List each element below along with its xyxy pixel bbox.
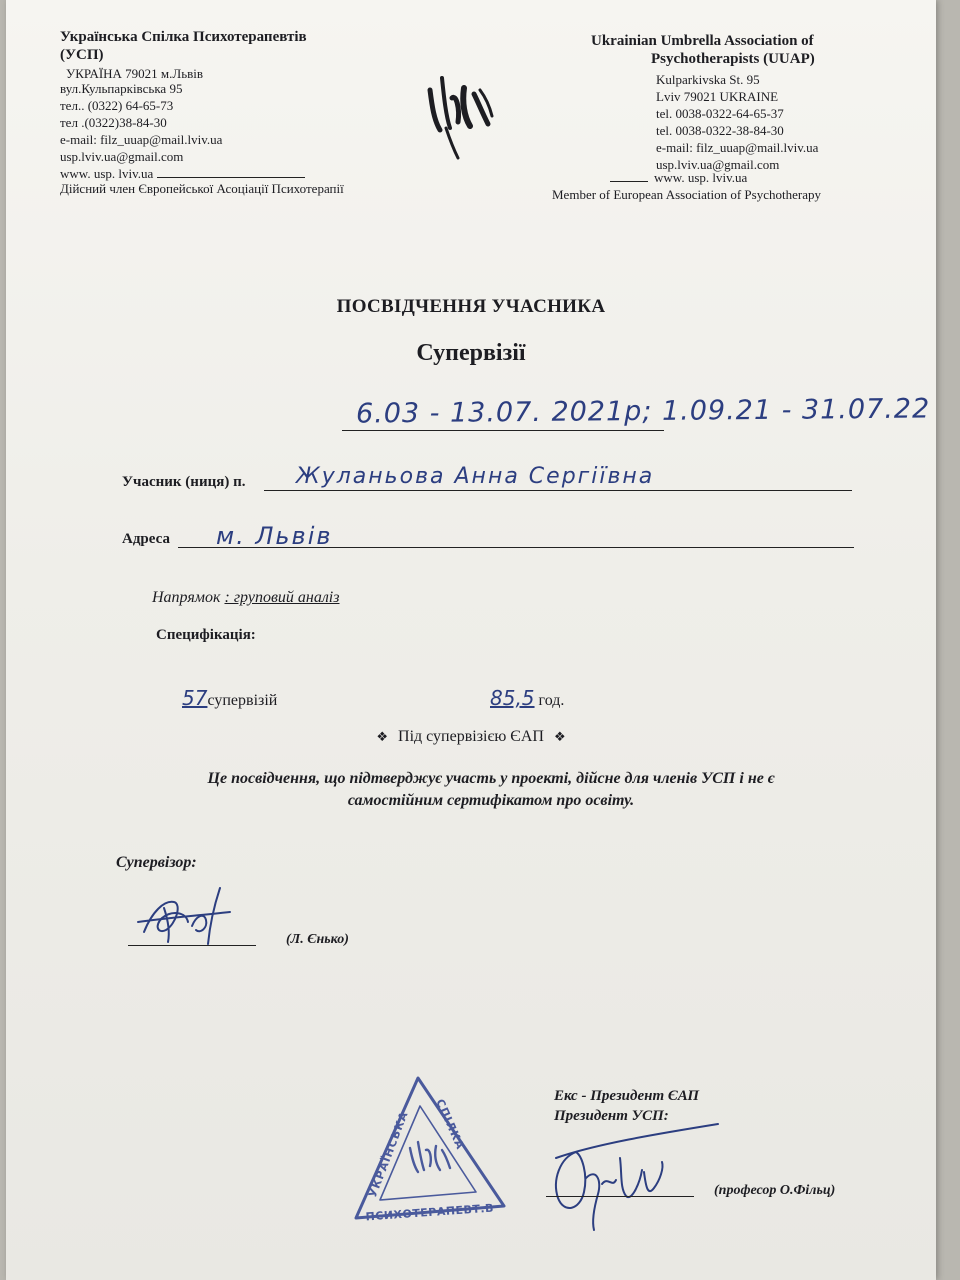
svg-text:УКРАЇНСЬКА — [366, 1109, 411, 1199]
usp-logo-icon — [416, 68, 506, 163]
disclaimer-line2: самостійним сертифікатом про освіту. — [347, 792, 635, 809]
stamp-logo-icon — [410, 1142, 450, 1172]
president-title2: Президент УСП: — [554, 1108, 669, 1124]
certificate-subtitle: Супервізії — [416, 340, 526, 366]
supervision-count-handwritten: 57 — [182, 686, 208, 710]
phone2-ua: тел .(0322)38-84-30 — [60, 115, 167, 130]
supervision-count-row — [182, 686, 277, 710]
direction-label: Напрямок — [152, 589, 221, 606]
certificate-title: ПОСВІДЧЕННЯ УЧАСНИКА — [336, 296, 606, 317]
email1-en: e-mail: filz_uuap@mail.lviv.ua — [656, 140, 819, 155]
header-right — [591, 32, 815, 68]
hours-unit: год. — [538, 692, 565, 709]
period-handwritten: 6.03 - 13.07. 2021р; 1.09.21 - 31.07.22 — [355, 393, 931, 430]
supervisor-name: (Л. Єнько) — [286, 932, 349, 947]
participant-label: Учасник (ниця) п. — [122, 474, 246, 490]
header-left — [60, 28, 344, 196]
specification-label: Специфікація: — [156, 627, 256, 643]
membership-en: Member of European Association of Psychotherapy — [552, 187, 821, 202]
org-name-ua-line1: Українська Спілка Психотерапевтів — [60, 29, 307, 45]
disclaimer — [6, 768, 960, 812]
hours-row — [490, 686, 564, 710]
supervision-count-unit: супервізій — [207, 692, 278, 709]
tel1-en: tel. 0038-0322-64-65-37 — [656, 106, 784, 121]
stamp-left-text: УКРАЇНСЬКА — [366, 1109, 411, 1200]
website-ua: www. usp. lviv.ua — [60, 166, 154, 181]
diamond-bullet-icon: ❖ — [553, 730, 566, 745]
website-en: www. usp. lviv.ua — [654, 170, 748, 185]
email1-ua: e-mail: filz_uuap@mail.lviv.ua — [60, 132, 223, 147]
president-signature-icon — [536, 1118, 726, 1233]
participant-underline — [264, 490, 852, 491]
svg-text:СПІЛКА — [433, 1097, 467, 1152]
street-en: Kulparkivska St. 95 — [656, 72, 760, 87]
hours-handwritten: 85,5 — [490, 686, 535, 710]
header-right-details — [656, 72, 818, 172]
eap-text: Під супервізією ЄАП — [398, 728, 544, 745]
address-handwritten: м. Львів — [216, 522, 333, 550]
president-title1: Екс - Президент ЄАП — [554, 1088, 700, 1104]
email2-en: usp.lviv.ua@gmail.com — [656, 157, 780, 172]
org-name-en-line1: Ukrainian Umbrella Association of — [591, 33, 814, 49]
organization-stamp — [344, 1070, 514, 1230]
email2-ua: usp.lviv.ua@gmail.com — [60, 149, 184, 164]
eap-line — [6, 728, 936, 746]
address-street-ua: вул.Кульпарківська 95 — [60, 81, 183, 96]
address-label: Адреса — [122, 531, 170, 547]
supervisor-signature-icon — [134, 882, 244, 952]
direction-row — [152, 589, 340, 607]
stamp-right-text: СПІЛКА — [433, 1097, 467, 1152]
president-signature-line — [546, 1196, 694, 1197]
participant-name-handwritten: Жуланьова Анна Сергіївна — [296, 464, 655, 489]
org-name-ua-line2: (УСП) — [60, 47, 104, 63]
city-en: Lviv 79021 UKRAINE — [656, 89, 779, 104]
membership-ua: Дійсний член Європейської Асоціації Психотерапії — [60, 181, 344, 196]
direction-value: : груповий аналіз — [224, 589, 340, 606]
disclaimer-line1: Це посвідчення, що підтверджує участь у проекті, дійсне для членів УСП і не є — [207, 770, 775, 787]
org-name-en-line2: Psychotherapists (UUAP) — [651, 51, 815, 67]
supervisor-label: Супервізор: — [116, 854, 197, 871]
document-sheet — [6, 0, 936, 1280]
address-city-ua: УКРАЇНА 79021 м.Львів — [66, 66, 204, 81]
supervisor-signature-line — [128, 945, 256, 946]
tel2-en: tel. 0038-0322-38-84-30 — [656, 123, 784, 138]
phone1-ua: тел.. (0322) 64-65-73 — [60, 98, 174, 113]
president-name: (професор О.Фільц) — [714, 1183, 836, 1198]
stamp-bottom-text: ПСИХОТЕРАПЕВТ.В — [365, 1201, 495, 1224]
website-en-row — [610, 170, 747, 185]
period-underline — [342, 430, 664, 431]
diamond-bullet-icon: ❖ — [376, 730, 389, 745]
